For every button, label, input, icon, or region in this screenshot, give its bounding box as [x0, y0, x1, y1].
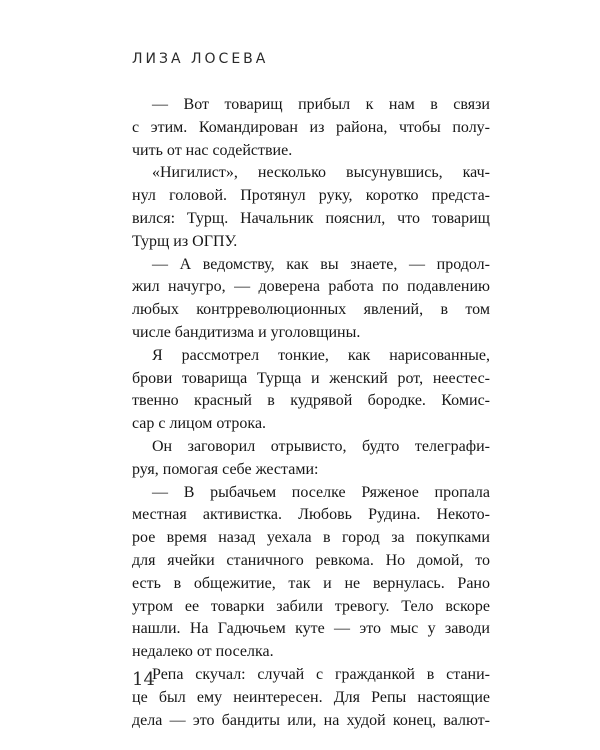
text-line: утром ее товарки забили тревогу. Тело вскоре [132, 597, 490, 615]
text-line: «Нигилист», несколько высунувшись, кач- [152, 164, 490, 182]
text-line: — В рыбачьем поселке Ряженое пропала [152, 483, 490, 501]
text-line: твенно красный в кудрявой бородке. Комис- [132, 392, 490, 410]
text-line: Турщ из ОГПУ. [132, 232, 238, 250]
text-line: — Вот товарищ прибыл к нам в связи [152, 96, 490, 113]
paragraph [132, 162, 490, 253]
paragraph [132, 664, 490, 732]
paragraph [132, 345, 490, 436]
text-line: числе бандитизма и уголовщины. [132, 323, 361, 341]
paragraph [132, 94, 490, 162]
text-line: нашли. На Гадючьем куте — это мыс у заводи [132, 620, 490, 638]
paragraph [132, 482, 490, 664]
text-line: недалеко от поселка. [132, 643, 274, 661]
paragraph [132, 436, 490, 482]
body-text [132, 94, 490, 732]
text-line: есть в общежитие, так и не вернулась. Рано [132, 574, 490, 592]
paragraph [132, 254, 490, 345]
text-line: дела — это бандиты или, на худой конец, валют- [132, 711, 490, 729]
text-line: Я рассмотрел тонкие, как нарисованные, [152, 346, 490, 364]
text-line: Он заговорил отрывисто, будто телеграфи- [152, 437, 490, 455]
text-line: Репа скучал: случай с гражданкой в стани- [152, 665, 490, 683]
text-line: местная активистка. Любовь Рудина. Некото- [132, 506, 490, 524]
text-line: чить от нас содействие. [132, 141, 293, 159]
text-line: руя, помогая себе жестами: [132, 460, 319, 478]
text-line: — А ведомству, как вы знаете, — продол- [152, 255, 490, 273]
text-line: брови товарища Турща и женский рот, неестес- [132, 369, 490, 387]
text-line: вился: Турщ. Начальник пояснил, что товарищ [132, 209, 490, 227]
text-line: для ячейки станичного ревкома. Но домой, то [132, 551, 490, 569]
text-line: жил начугро, — доверена работа по подавлению [132, 278, 490, 296]
running-head: ЛИЗА ЛОСЕВА [132, 51, 269, 67]
text-line: любых контрреволюционных явлений, в том [132, 301, 490, 319]
text-line: с этим. Командирован из района, чтобы полу- [132, 118, 490, 136]
text-line: нул головой. Протянул руку, коротко предста- [132, 187, 490, 205]
text-line: сар с лицом отрока. [132, 415, 267, 433]
page-number: 14 [132, 669, 155, 690]
text-line: це был ему неинтересен. Для Репы настоящие [132, 688, 490, 706]
text-line: рое время назад уехала в город за покупками [132, 529, 490, 547]
